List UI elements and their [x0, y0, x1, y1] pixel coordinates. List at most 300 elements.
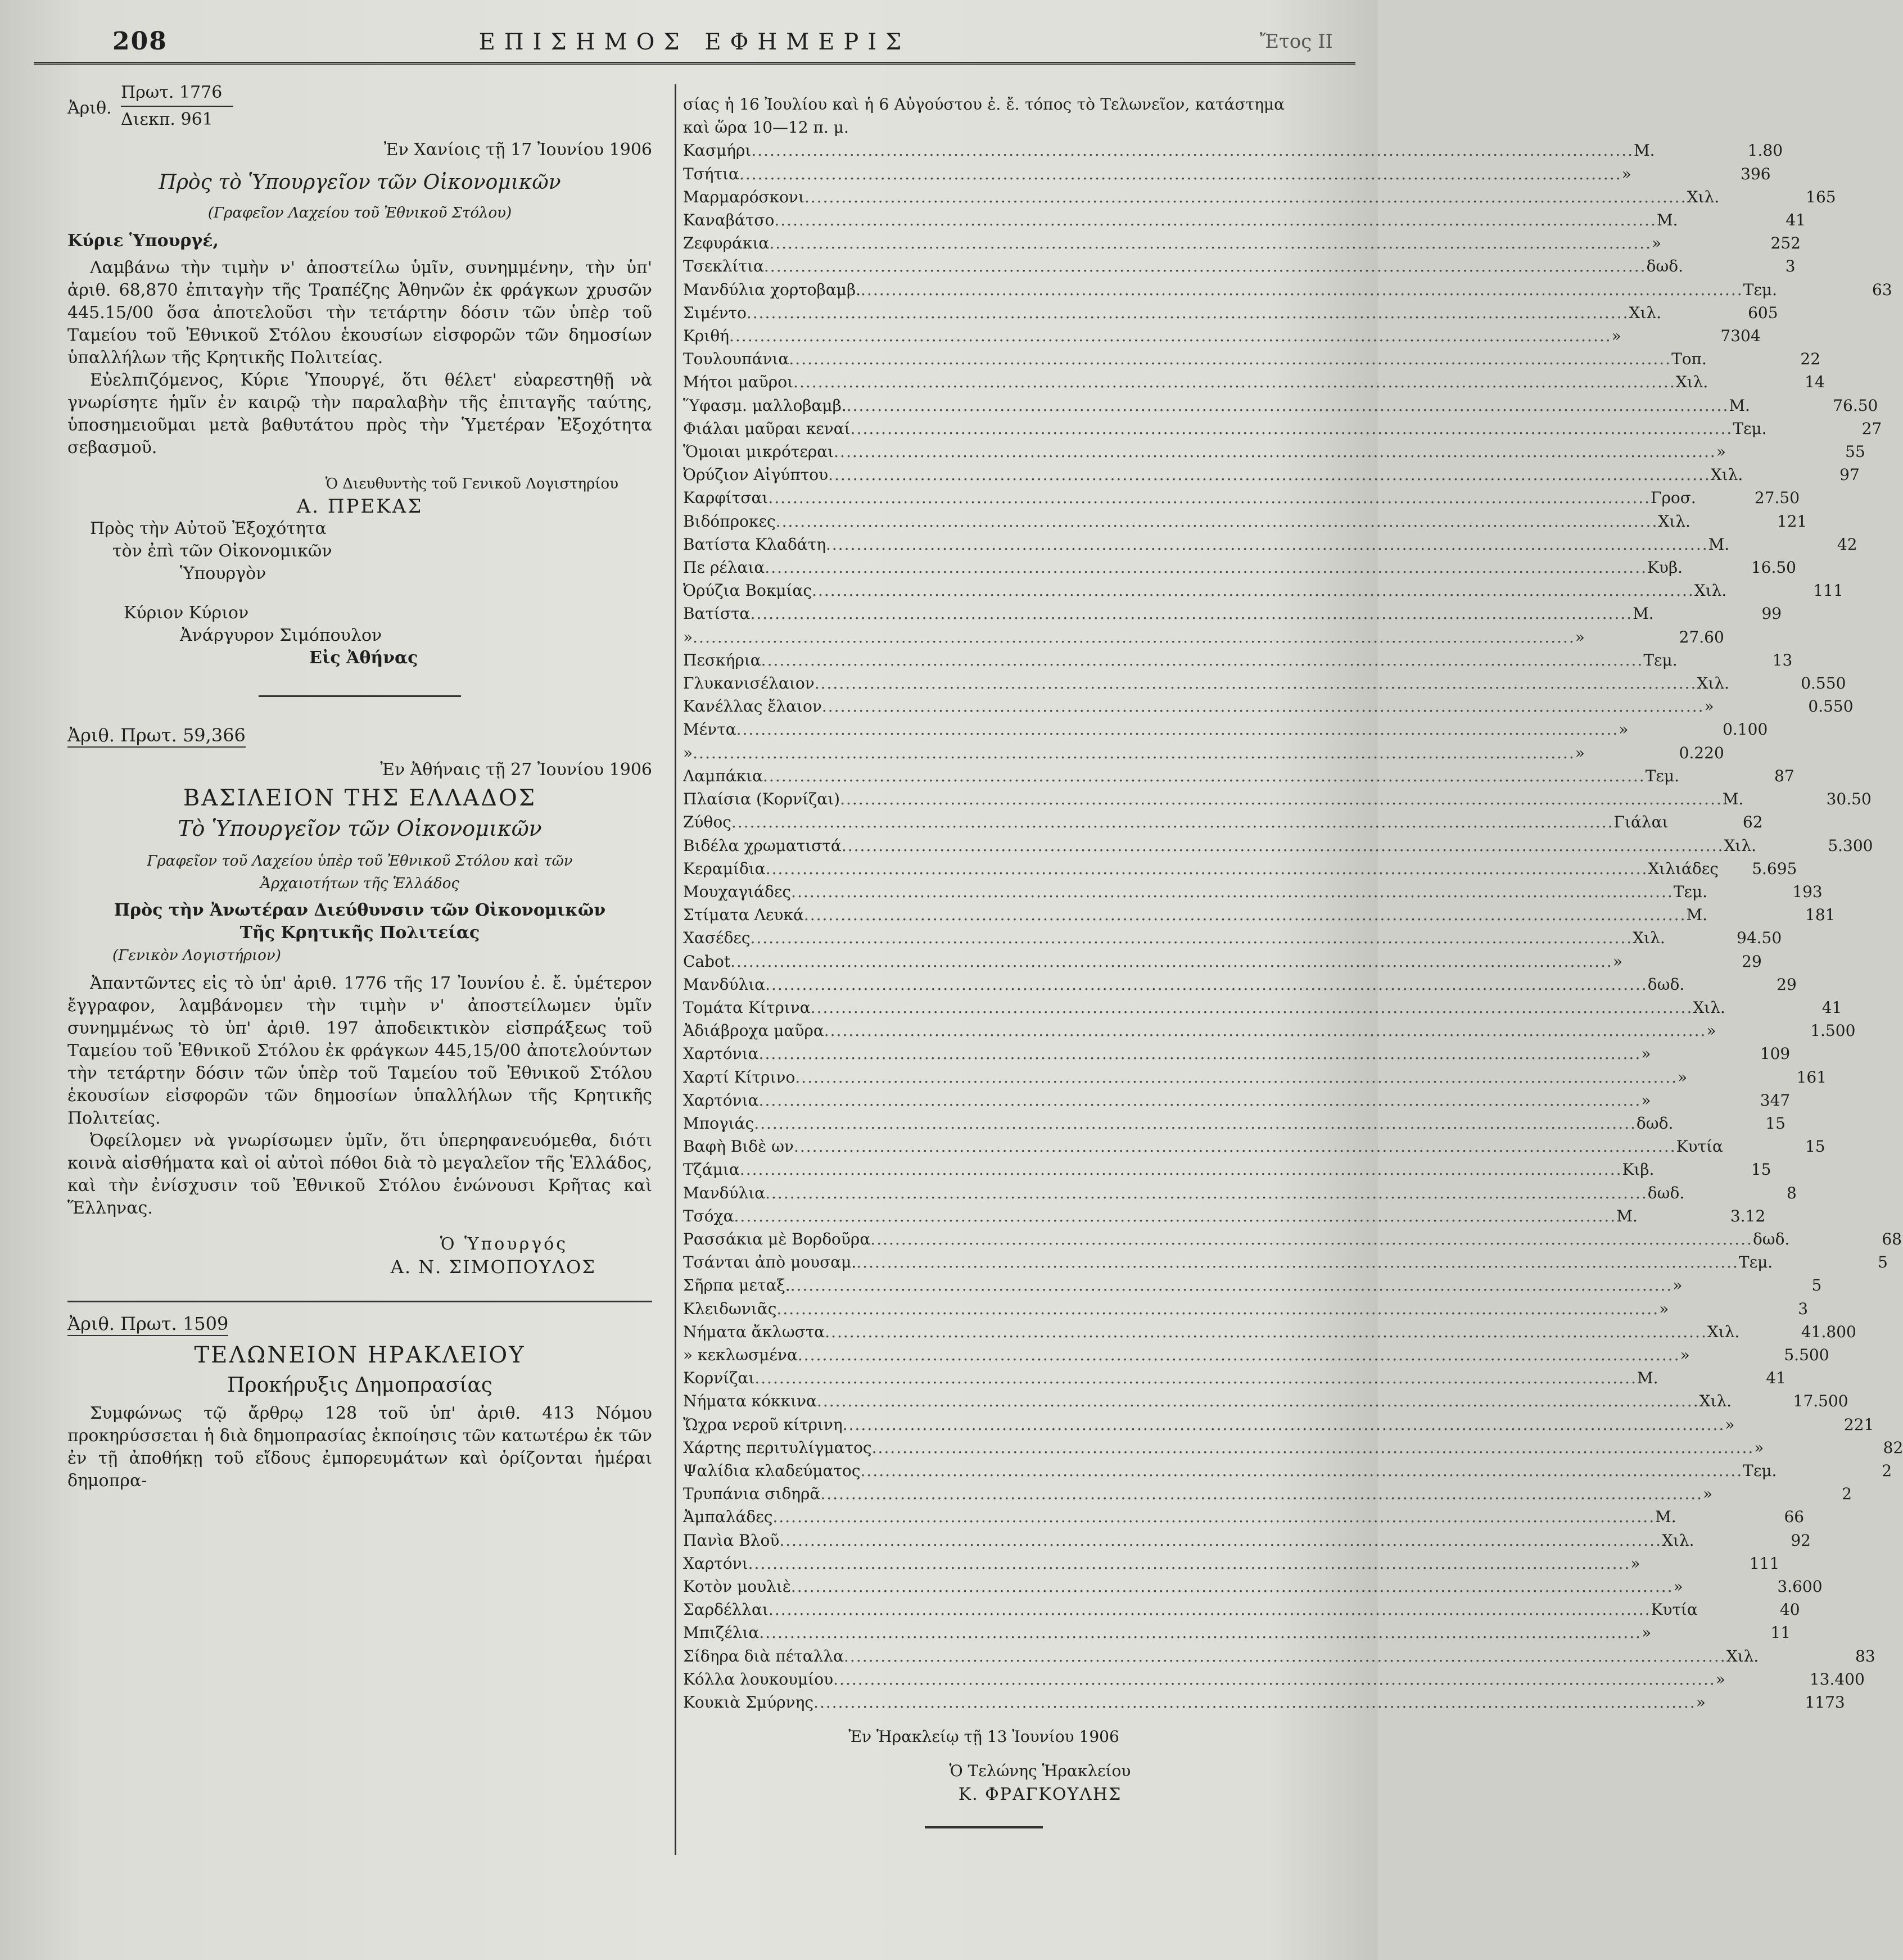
doc2-to3: (Γενικὸν Λογιστήριον) [112, 947, 281, 964]
item-name: Τσήτια [683, 164, 739, 183]
item-unit: Κυβ. [1647, 558, 1683, 577]
doc2-to2: Τῆς Κρητικῆς Πολιτείας [239, 923, 480, 943]
item-name: Κασμήρι [683, 141, 752, 160]
item-unit: Κυτία [1651, 1600, 1698, 1619]
auction-sign-name: Κ. ΦΡΑΓΚΟΥΛΗΣ [958, 1784, 1122, 1804]
item-quantity: 2 [1882, 1461, 1892, 1480]
leader-dots [759, 1621, 1642, 1644]
item-quantity: 16.50 [1751, 558, 1796, 577]
item-quantity: 62 [1742, 813, 1763, 832]
item-unit: Τεμ. [1645, 766, 1679, 785]
item-unit: Τεμ. [1733, 419, 1767, 438]
item-row [683, 834, 1873, 857]
item-row [683, 926, 1782, 949]
item-row [683, 278, 1892, 301]
item-quantity: 27.60 [1679, 627, 1724, 646]
item-unit: » [1619, 720, 1629, 739]
doc1-addr2: τὸν ἐπὶ τῶν Οἰκονομικῶν [112, 541, 332, 561]
auction-sign-title: Ὁ Τελώνης Ἡρακλείου [949, 1762, 1131, 1781]
item-name: Μπογιάς [683, 1113, 754, 1133]
item-row [683, 672, 1846, 695]
item-quantity: 99 [1761, 604, 1782, 623]
item-name: Λαμπάκια [683, 766, 763, 785]
item-name: Μανδύλια χορτοβαμβ. [683, 280, 861, 299]
item-quantity: 97 [1839, 465, 1860, 485]
item-name: Βιδέλα χρωματιστά [683, 836, 842, 855]
item-unit: Χιλ. [1724, 836, 1757, 855]
item-quantity: 396 [1741, 164, 1771, 183]
leader-dots [794, 1135, 1676, 1158]
item-row [683, 602, 1782, 625]
item-name: Βιδόπροκες [683, 511, 776, 531]
item-unit: » [1704, 697, 1714, 716]
item-row [683, 1251, 1888, 1274]
leader-dots [754, 1366, 1637, 1389]
item-name: Τσάνται ἀπὸ μουσαμ. [683, 1253, 857, 1272]
leader-dots [791, 880, 1674, 903]
item-unit: Μ. [1616, 1206, 1638, 1225]
item-unit: » [1673, 1577, 1683, 1596]
leader-dots [820, 1482, 1703, 1505]
item-name: Cabot [683, 952, 731, 971]
item-row [683, 1668, 1865, 1691]
separator [925, 1826, 1043, 1828]
item-unit: Τεμ. [1673, 882, 1708, 901]
item-name: Μέντα [683, 720, 736, 739]
leader-dots [751, 926, 1633, 949]
item-unit: » [1641, 1044, 1651, 1063]
item-quantity: 111 [1813, 581, 1843, 600]
item-name: Κεραμίδια [683, 859, 766, 878]
item-unit: » [1630, 1554, 1640, 1573]
item-row [683, 1343, 1829, 1366]
item-unit: » [1641, 1090, 1651, 1110]
item-unit: » [1716, 442, 1726, 461]
doc2-ministry: Τὸ Ὑπουργεῖον τῶν Οἰκονομικῶν [178, 816, 542, 841]
item-row [683, 232, 1801, 255]
item-row [683, 1505, 1805, 1528]
item-unit: Μ. [1708, 535, 1730, 554]
item-quantity: 11 [1770, 1623, 1791, 1642]
item-unit: Χιλ. [1697, 674, 1729, 693]
item-row [683, 1389, 1848, 1413]
item-quantity: 76.50 [1833, 396, 1878, 415]
item-row [683, 880, 1823, 903]
leader-dots [822, 695, 1705, 718]
item-row [683, 973, 1797, 996]
item-name: » [683, 743, 693, 762]
item-unit: » [1754, 1438, 1764, 1457]
item-unit: » [1703, 1484, 1713, 1504]
item-row [683, 394, 1878, 417]
item-name: Ὤχρα νεροῦ κίτρινη [683, 1415, 843, 1434]
item-name: Βαφὴ Βιδὲ ων [683, 1137, 794, 1156]
leader-dots [851, 417, 1733, 440]
item-row [683, 1645, 1875, 1668]
leader-dots [813, 1691, 1696, 1714]
leader-dots [779, 1529, 1662, 1552]
item-row [683, 1575, 1823, 1598]
item-name: Χαρτόνια [683, 1090, 759, 1110]
item-quantity: 0.220 [1679, 743, 1724, 762]
leader-dots [750, 602, 1633, 625]
item-row [683, 301, 1778, 324]
item-name: Μήτοι μαῦροι [683, 373, 794, 392]
item-row [683, 1459, 1892, 1482]
leader-dots [739, 162, 1622, 185]
ref-rule [121, 106, 233, 107]
leader-dots [751, 139, 1634, 162]
item-unit: Μ. [1637, 1369, 1658, 1388]
leader-dots [856, 1251, 1739, 1274]
item-row [683, 1182, 1797, 1205]
item-name: Πλαίσια (Κορνίζαι) [683, 790, 840, 809]
item-unit: Μ. [1729, 396, 1750, 415]
item-name: Χάρτης περιτυλίγματος [683, 1438, 872, 1457]
leader-dots [842, 834, 1724, 857]
item-quantity: 5 [1811, 1276, 1822, 1295]
item-row [683, 533, 1857, 556]
doc2-office: Γραφεῖον τοῦ Λαχείου ὑπὲρ τοῦ Ἐθνικοῦ Στόλου καὶ τῶν Ἀρχαιοτήτων τῆς Ἑλλάδος [147, 853, 573, 892]
item-quantity: 68 [1882, 1229, 1902, 1248]
ref-arith: Ἀριθ. [67, 98, 112, 118]
item-name: Πανὶα Βλοῦ [683, 1531, 780, 1550]
item-quantity: 15 [1765, 1113, 1786, 1133]
item-row [683, 1135, 1825, 1158]
item-quantity: 94.50 [1737, 929, 1782, 948]
item-unit: Χιλ. [1633, 929, 1665, 948]
item-quantity: 0.550 [1801, 674, 1846, 693]
leader-dots [798, 1343, 1680, 1366]
item-name: Μανδύλια [683, 975, 766, 994]
leader-dots [825, 1320, 1707, 1343]
item-name: Ὀρύζια Βοκμίας [683, 581, 812, 600]
item-unit: » [1642, 1623, 1652, 1642]
item-name: Μανδύλια [683, 1183, 766, 1202]
leader-dots [768, 486, 1651, 509]
item-unit: Χιλ. [1687, 187, 1720, 206]
item-row [683, 857, 1797, 880]
leader-dots [844, 1645, 1726, 1668]
leader-dots [795, 1066, 1678, 1089]
page-header [34, 17, 1355, 65]
doc1-body2: Εὐελπιζόμενος, Κύριε Ὑπουργέ, ὅτι θέλετ' εὐαρεστηθῇ νὰ γνωρίσητε ἡμῖν ἐν καιρῷ τὴν παραλαβὴν τῆς ἐπιταγῆς ταύτης, ὑποσημειοῦμαι μετὰ βαθυτάτου πρὸς τὴν Ὑμετέραν Ἐξοχότητα σεβασμοῦ. [67, 370, 652, 458]
item-unit: » [1659, 1299, 1669, 1318]
item-quantity: 121 [1777, 511, 1807, 531]
leader-dots [740, 1158, 1622, 1181]
ref-diekp: Διεκπ. 961 [121, 110, 213, 129]
item-unit: Χιλ. [1726, 1646, 1759, 1665]
item-quantity: 55 [1845, 442, 1865, 461]
left-column [67, 82, 652, 1492]
item-quantity: 41.800 [1801, 1322, 1856, 1341]
item-name: Πεσκήρια [683, 650, 761, 669]
item-name: Ὅμοιαι μικρότεραι [683, 442, 834, 461]
item-quantity: 83 [1855, 1646, 1875, 1665]
item-name: Κοτὸν μουλιὲ [683, 1577, 791, 1596]
item-unit: » [1575, 627, 1585, 646]
separator [259, 695, 461, 697]
doc1-sign-name: Α. ΠΡΕΚΑΣ [296, 495, 423, 518]
item-name: Ἀμπαλάδες [683, 1508, 773, 1527]
leader-dots [776, 510, 1658, 533]
item-row [683, 510, 1807, 533]
item-quantity: 2 [1842, 1484, 1852, 1504]
doc1-recipient: Πρὸς τὸ Ὑπουργεῖον τῶν Οἰκονομικῶν [159, 171, 561, 194]
item-name: Χασέδες [683, 929, 751, 948]
item-row [683, 1436, 1903, 1459]
doc1-salutation: Κύριε Ὑπουργέ, [67, 231, 219, 251]
newspaper-title: ΕΠΙΣΗΜΟΣ ΕΦΗΜΕΡΙΣ [478, 29, 911, 55]
item-name: Χαρτόνι [683, 1554, 748, 1573]
auction-dateline: Ἐν Ἡρακλείῳ τῇ 13 Ἰουνίου 1906 [848, 1727, 1119, 1746]
doc3-title: ΤΕΛΩΝΕΙΟΝ ΗΡΑΚΛΕΙΟΥ [194, 1342, 526, 1368]
item-quantity: 40 [1779, 1600, 1800, 1619]
item-quantity: 27.50 [1754, 488, 1800, 508]
item-name: Φιάλαι μαῦραι κεναί [683, 419, 851, 438]
leader-dots [736, 718, 1619, 741]
item-unit: Χιλ. [1699, 1392, 1732, 1411]
item-unit: » [1611, 327, 1621, 346]
item-row [683, 1529, 1811, 1552]
item-row [683, 1552, 1780, 1575]
item-row [683, 1320, 1856, 1343]
leader-dots [840, 787, 1723, 811]
leader-dots [769, 1598, 1651, 1621]
item-row [683, 139, 1783, 162]
item-unit: Χιλιάδες [1648, 859, 1719, 878]
header-note: Ἔτος II [1259, 30, 1333, 53]
item-quantity: 63 [1872, 280, 1892, 299]
item-row [683, 1366, 1786, 1389]
leader-dots [815, 672, 1697, 695]
item-quantity: 17.500 [1793, 1392, 1848, 1411]
item-unit: Γροσ. [1651, 488, 1696, 508]
item-quantity: 221 [1843, 1415, 1874, 1434]
item-row [683, 1621, 1791, 1644]
doc2-to1: Πρὸς τὴν Ἀνωτέραν Διεύθυνσιν τῶν Οἰκονομικῶν [114, 900, 606, 920]
item-row [683, 1297, 1809, 1320]
item-quantity: 3 [1785, 257, 1796, 276]
item-name: Βατίστα [683, 604, 751, 623]
item-row [683, 255, 1796, 278]
item-row [683, 741, 1724, 764]
item-unit: » [1612, 952, 1622, 971]
item-quantity: 181 [1805, 906, 1836, 925]
item-row [683, 695, 1854, 718]
item-unit: Μ. [1655, 1508, 1676, 1527]
item-name: Ψαλίδια κλαδεύματος [683, 1461, 861, 1480]
leader-dots [747, 301, 1629, 324]
item-quantity: 30.50 [1826, 790, 1872, 809]
doc1-addr1: Πρὸς τὴν Αὐτοῦ Ἐξοχότητα [90, 519, 327, 538]
item-unit: δωδ. [1646, 257, 1684, 276]
item-row [683, 649, 1793, 672]
doc2-sign-title: Ὁ Ὑπουργός [440, 1234, 568, 1254]
item-row [683, 1019, 1856, 1042]
item-row [683, 417, 1882, 440]
item-unit: Μ. [1656, 211, 1678, 230]
doc2-body1: Ἀπαντῶντες εἰς τὸ ὑπ' ἀριθ. 1776 τῆς 17 Ἰουνίου ἐ. ἔ. ὑμέτερον ἔγγραφον, λαμβάνομεν τὴν τιμὴν ν' ἀποστείλωμεν ὑμῖν συνημμένως τὸ ὑπ' ἀριθ. 197 ἀποδεικτικὸν εἰσπράξεως τοῦ Ταμείου τοῦ Ἐθνικοῦ Στόλου ἐκ φράγκων 445,15/00 ἀποτελούντων τὴν τετάρτην δόσιν τῶν ὑπὲρ τοῦ Ταμείου τοῦ Ἐθνικοῦ Στόλου ἑκουσίων εἰσφορῶν τῶν δημοσίων ὑπαλλήλων τῆς Κρητικῆς Πολιτείας. [67, 974, 652, 1128]
leader-dots [833, 1668, 1716, 1691]
leader-dots [765, 973, 1648, 996]
item-unit: » [1680, 1345, 1690, 1364]
item-name: Χαρτόνια [683, 1044, 759, 1063]
item-row [683, 463, 1860, 486]
item-name: Σαρδέλλαι [683, 1600, 769, 1619]
item-name: Σίδηρα διὰ πέταλλα [683, 1646, 844, 1665]
item-unit: » [1575, 743, 1585, 762]
item-row [683, 370, 1825, 393]
item-name: Ὀρύζιον Αἰγύπτου [683, 465, 829, 485]
leader-dots [861, 1459, 1743, 1482]
item-quantity: 7304 [1720, 327, 1761, 346]
item-name: Σῆρπα μεταξ. [683, 1276, 790, 1295]
item-quantity: 66 [1784, 1508, 1805, 1527]
item-row [683, 556, 1796, 579]
leader-dots [693, 626, 1575, 649]
item-unit: Τεμ. [1743, 1461, 1777, 1480]
item-name: Τουλουπάνια [683, 350, 789, 369]
item-row [683, 162, 1771, 185]
leader-dots [769, 232, 1652, 255]
leader-dots [811, 996, 1693, 1019]
item-name: » κεκλωσμένα [683, 1345, 798, 1364]
item-unit: Χιλ. [1675, 373, 1708, 392]
leader-dots [834, 440, 1716, 463]
item-unit: Χιλ. [1658, 511, 1690, 531]
item-name: Κόλλα λουκουμίου [683, 1669, 834, 1689]
item-row [683, 626, 1724, 649]
item-unit: δωδ. [1636, 1113, 1674, 1133]
item-name: Κουκιὰ Σμύρνης [683, 1693, 814, 1712]
item-quantity: 1.80 [1747, 141, 1783, 160]
page-number: 208 [112, 27, 168, 56]
doc3-body: Συμφώνως τῷ ἄρθρῳ 128 τοῦ ὑπ' ἀριθ. 413 Νόμου προκηρύσσεται ἡ διὰ δημοπρασίας ἐκποίησις τῶν κατωτέρω ἐκ τῶν ἐν τῇ ἀποθήκῃ τοῦ εἴδους ἐμπορευμάτων καὶ ὁρίζονται ἡμέραι δημοπρα- [67, 1404, 652, 1491]
item-quantity: 0.550 [1808, 697, 1854, 716]
leader-dots [804, 185, 1687, 209]
leader-dots [826, 533, 1708, 556]
item-unit: Μ. [1686, 906, 1708, 925]
item-quantity: 165 [1806, 187, 1836, 206]
item-quantity: 5.695 [1752, 859, 1797, 878]
item-unit: » [1706, 1021, 1716, 1040]
item-quantity: 5.500 [1784, 1345, 1829, 1364]
item-quantity: 41 [1821, 998, 1842, 1017]
item-name: Χαρτί Κίτρινο [683, 1067, 795, 1087]
doc1-addr5: Ἀνάργυρον Σιμόπουλον [180, 626, 382, 645]
item-unit: δωδ. [1647, 1183, 1685, 1202]
item-unit: Τεμ. [1643, 650, 1678, 669]
item-quantity: 41 [1766, 1369, 1786, 1388]
leader-dots [759, 1089, 1642, 1112]
item-name: Τσεκλίτια [683, 257, 764, 276]
item-quantity: 5.300 [1828, 836, 1873, 855]
item-quantity: 13.400 [1809, 1669, 1865, 1689]
item-row [683, 486, 1800, 509]
item-quantity: 1.500 [1810, 1021, 1856, 1040]
leader-dots [824, 1019, 1707, 1042]
item-row [683, 996, 1842, 1019]
item-quantity: 27 [1861, 419, 1882, 438]
item-row [683, 347, 1821, 370]
item-quantity: 5 [1878, 1253, 1888, 1272]
leader-dots [731, 811, 1614, 834]
item-name: Σιμέντο [683, 303, 747, 322]
item-name: Τζάμια [683, 1160, 740, 1179]
item-quantity: 347 [1760, 1090, 1791, 1110]
doc1-sign-title: Ὁ Διευθυντὴς τοῦ Γενικοῦ Λογιστηρίου [325, 476, 618, 492]
item-row [683, 1042, 1791, 1065]
item-unit: » [1678, 1067, 1688, 1087]
doc1-addr6: Εἰς Ἀθήνας [309, 648, 418, 668]
item-quantity: 8 [1786, 1183, 1797, 1202]
leader-dots [804, 903, 1687, 926]
item-row [683, 787, 1872, 811]
item-unit: Χιλ. [1710, 465, 1743, 485]
item-unit: Μ. [1634, 141, 1655, 160]
item-name: Κριθή [683, 327, 729, 346]
doc3-reference: Ἀριθ. Πρωτ. 1509 [67, 1312, 228, 1336]
item-unit: Τεμ. [1738, 1253, 1773, 1272]
item-quantity: 29 [1777, 975, 1797, 994]
item-row [683, 903, 1836, 926]
item-quantity: 3.600 [1777, 1577, 1823, 1596]
item-name: Γλυκανισέλαιον [683, 674, 815, 693]
item-row [683, 1205, 1766, 1228]
item-quantity: 13 [1772, 650, 1793, 669]
leader-dots [790, 1274, 1673, 1297]
leader-dots [693, 741, 1575, 764]
item-row [683, 764, 1794, 787]
leader-dots [793, 370, 1676, 393]
item-unit: Κυτία [1676, 1137, 1723, 1156]
leader-dots [729, 324, 1612, 347]
leader-dots [791, 1575, 1674, 1598]
ref-prot: Πρωτ. 1776 [121, 83, 223, 102]
doc2-dateline: Ἐν Ἀθήναις τῇ 27 Ἰουνίου 1906 [380, 760, 652, 780]
item-name: Μουχαγιάδες [683, 882, 792, 901]
item-name: Νήματα κόκκινα [683, 1392, 817, 1411]
item-row [683, 950, 1762, 973]
item-name: Πε ρέλαια [683, 558, 765, 577]
item-row [683, 1066, 1827, 1089]
item-row [683, 1413, 1874, 1436]
item-row [683, 718, 1768, 741]
item-quantity: 109 [1760, 1044, 1791, 1063]
item-row [683, 1158, 1771, 1181]
leader-dots [765, 1182, 1648, 1205]
item-name: Καρφίτσαι [683, 488, 769, 508]
item-row [683, 1598, 1800, 1621]
item-quantity: 0.100 [1723, 720, 1768, 739]
item-unit: Τοπ. [1671, 350, 1707, 369]
item-name: Στίματα Λευκά [683, 906, 804, 925]
item-quantity: 92 [1791, 1531, 1811, 1550]
item-name: Βατίστα Κλαδάτη [683, 535, 826, 554]
leader-dots [730, 950, 1613, 973]
item-unit: » [1715, 1669, 1725, 1689]
item-row [683, 209, 1806, 232]
item-name: Κορνίζαι [683, 1369, 755, 1388]
leader-dots [843, 1413, 1725, 1436]
item-name: Τομάτα Κίτρινα [683, 998, 811, 1017]
item-row [683, 1482, 1852, 1505]
item-unit: Κιβ. [1622, 1160, 1655, 1179]
item-name: Καναβάτσο [683, 211, 775, 230]
leader-dots [763, 764, 1646, 787]
item-name: Τσόχα [683, 1206, 734, 1225]
